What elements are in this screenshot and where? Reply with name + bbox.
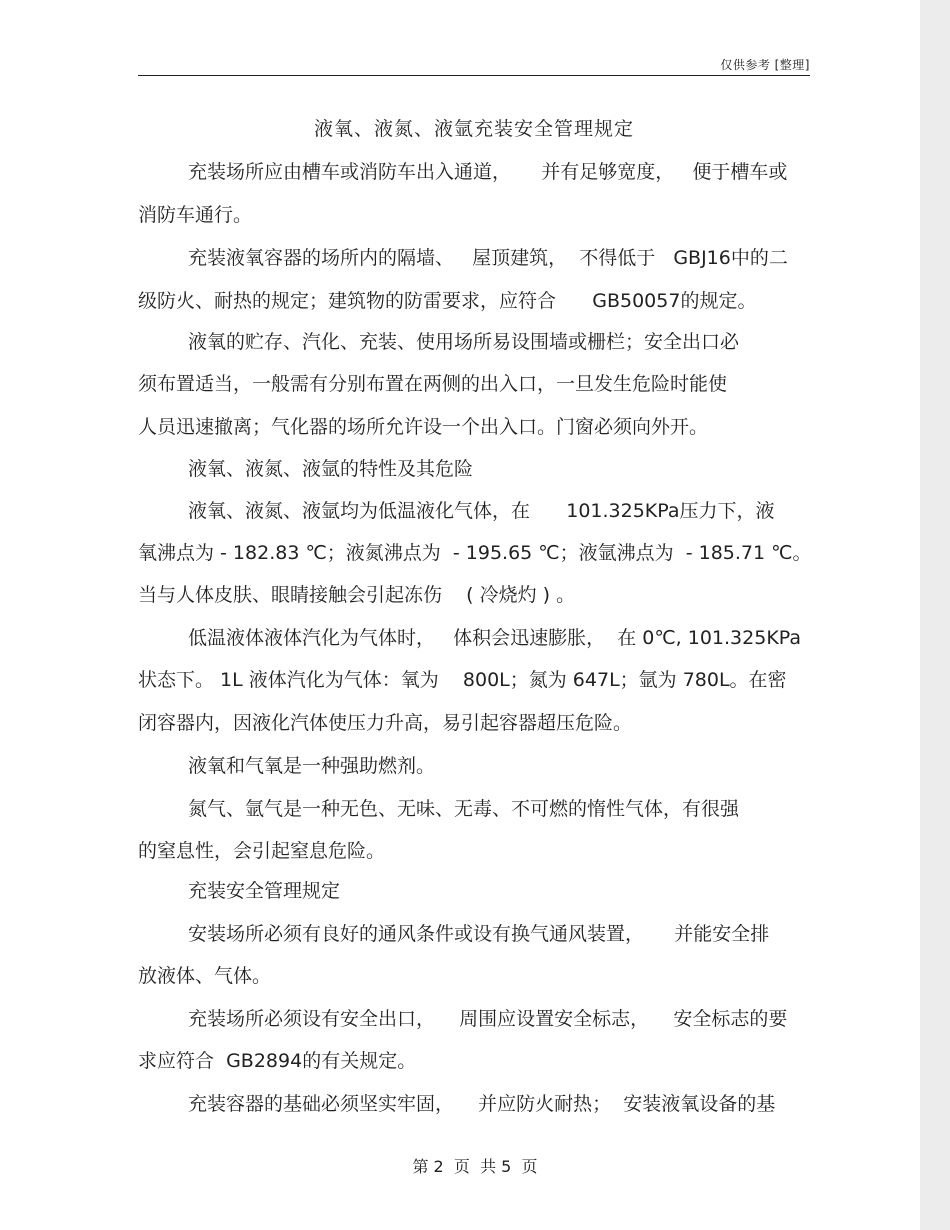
body-line: 闭容器内，因液化汽体使压力升高，易引起容器超压危险。 <box>138 712 633 734</box>
body-line: 液氧的贮存、汽化、充装、使用场所易设围墙或栅栏；安全出口必 <box>188 331 740 353</box>
body-line: 充装场所必须设有安全出口， 周围应设置安全标志， 安全标志的要 <box>188 1008 788 1030</box>
body-line: 消防车通行。 <box>138 204 253 226</box>
header-divider <box>138 75 810 76</box>
page-header: 仅供参考 [整理] <box>720 58 810 72</box>
page-number: 第 2 页 共 5 页 <box>412 1157 538 1176</box>
body-line: 求应符合 GB2894的有关规定。 <box>138 1050 417 1072</box>
body-line: 液氧、液氮、液氩均为低温液化气体，在 101.325KPa压力下，液 <box>188 500 775 522</box>
body-line: 须布置适当，一般需有分别布置在两侧的出入口，一旦发生危险时能使 <box>138 373 728 395</box>
body-line: 的窒息性，会引起窒息危险。 <box>138 840 386 862</box>
body-line: 人员迅速撤离；气化器的场所允许设一个出入口。门窗必须向外开。 <box>138 416 709 438</box>
body-line: 氧沸点为 - 182.83 ℃；液氮沸点为 - 195.65 ℃；液氩沸点为 - 185.71 ℃。 <box>138 542 812 564</box>
body-line: 安装场所必须有良好的通风条件或设有换气通风装置， 并能安全排 <box>188 923 770 945</box>
body-line: 级防火、耐热的规定；建筑物的防雷要求，应符合 GB50057的规定。 <box>138 290 757 312</box>
body-line: 状态下。 1L 液体汽化为气体：氧为 800L；氮为 647L；氩为 780L。在密 <box>138 669 787 691</box>
body-line: 液氧和气氧是一种强助燃剂。 <box>188 755 436 777</box>
section-heading: 液氧、液氮、液氩的特性及其危险 <box>188 458 474 480</box>
body-line: 低温液体液体汽化为气体时， 体积会迅速膨胀， 在 0℃, 101.325KPa <box>188 627 802 649</box>
body-line: 充装场所应由槽车或消防车出入通道， 并有足够宽度， 便于槽车或 <box>188 161 788 183</box>
body-line: 氮气、氩气是一种无色、无味、无毒、不可燃的惰性气体，有很强 <box>188 798 740 820</box>
body-line: 充装液氧容器的场所内的隔墙、 屋顶建筑， 不得低于 GBJ16中的二 <box>188 247 788 269</box>
body-line: 当与人体皮肤、眼睛接触会引起冻伤 ( 冷烧灼 ) 。 <box>138 584 576 606</box>
body-line: 放液体、气体。 <box>138 965 272 987</box>
body-line: 充装容器的基础必须坚实牢固， 并应防火耐热； 安装液氧设备的基 <box>188 1093 776 1115</box>
section-heading: 充装安全管理规定 <box>188 880 341 902</box>
document-title: 液氧、液氮、液氩充装安全管理规定 <box>313 118 634 140</box>
